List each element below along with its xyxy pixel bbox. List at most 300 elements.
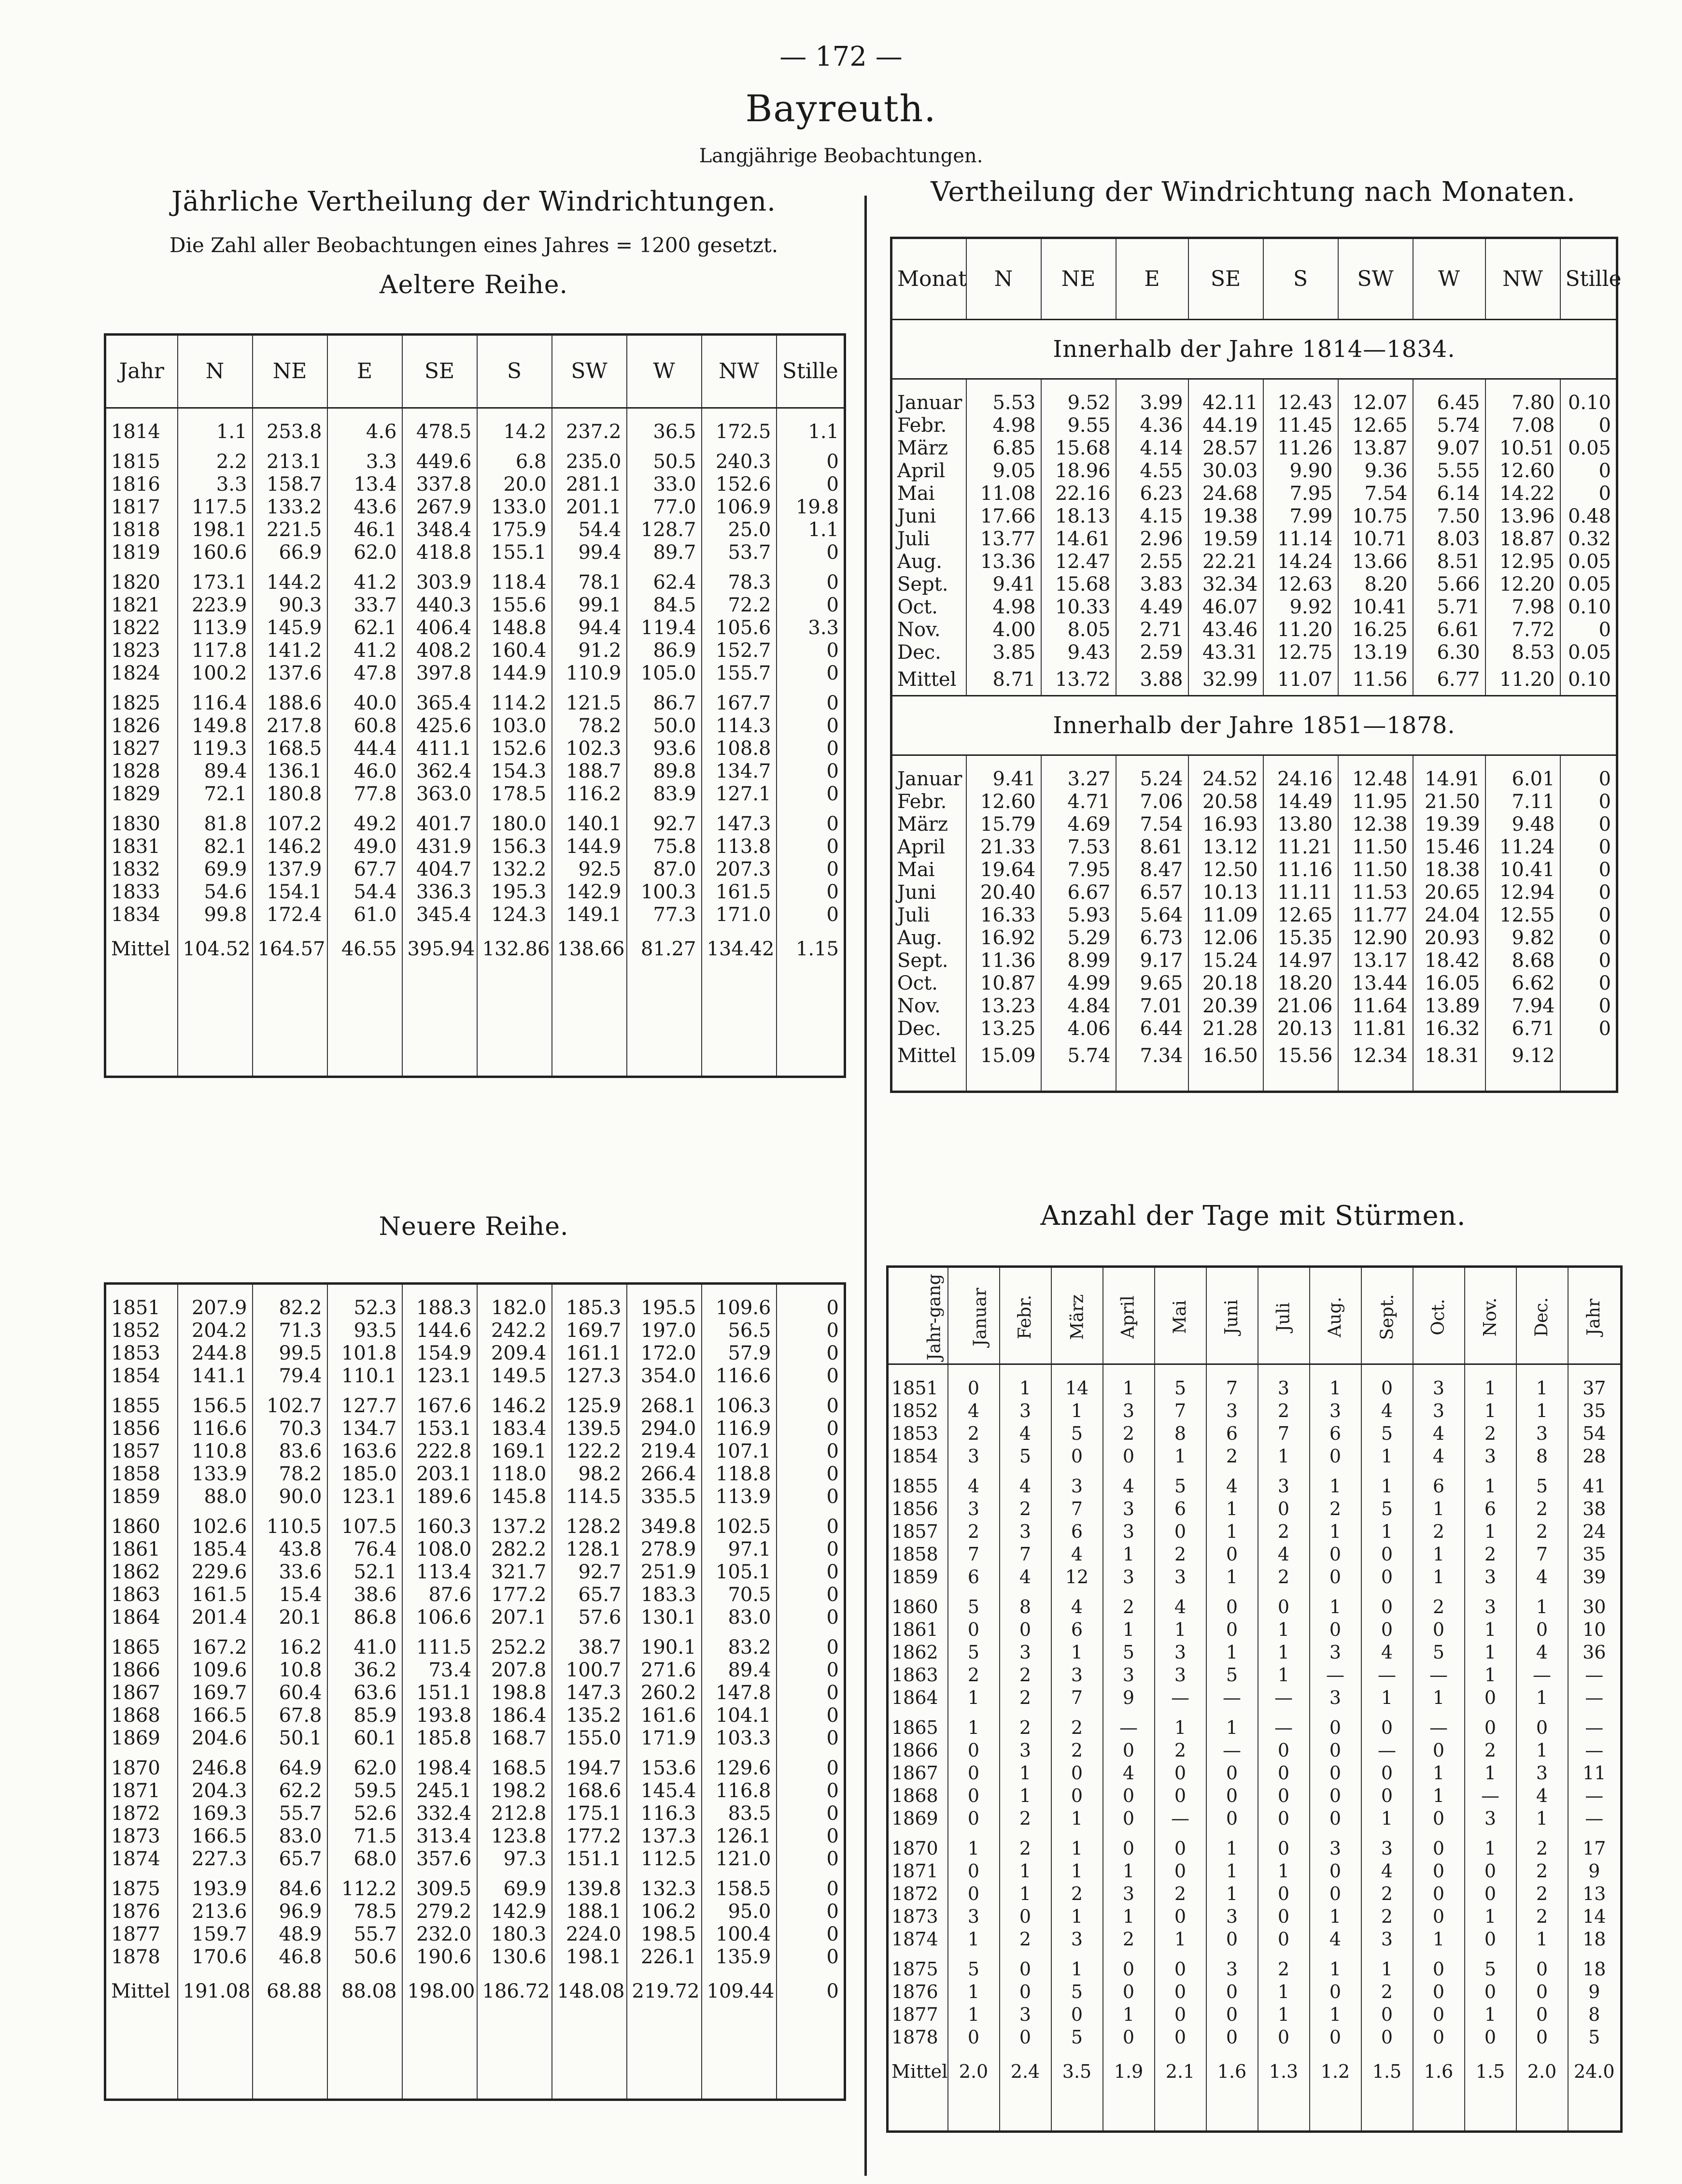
table-cell: 12.50 xyxy=(1188,859,1263,881)
table-row xyxy=(888,1762,1622,1785)
table-cell: 170.6 xyxy=(178,1946,253,1969)
table-cell: 0 xyxy=(1206,1543,1258,1566)
table-cell: 0 xyxy=(1310,1716,1361,1739)
table-cell: 65.7 xyxy=(552,1584,627,1606)
table-cell: 3 xyxy=(1258,1377,1310,1400)
table-cell: 83.6 xyxy=(253,1440,327,1463)
table-cell: 8.61 xyxy=(1116,836,1188,859)
table-cell: 3 xyxy=(1310,1837,1361,1860)
table-row xyxy=(105,760,845,783)
table-cell: 154.9 xyxy=(402,1342,477,1365)
column-header: Juni xyxy=(1221,1299,1242,1335)
table-cell: 127.7 xyxy=(327,1395,402,1418)
table-row xyxy=(105,692,845,715)
table-cell: 0 xyxy=(1465,1716,1516,1739)
table-cell: 0 xyxy=(1310,1785,1361,1807)
table-cell: 0 xyxy=(1103,1958,1155,1981)
table-cell: 1 xyxy=(1206,1837,1258,1860)
table-cell: 75.8 xyxy=(627,836,702,858)
table-cell: 244.8 xyxy=(178,1342,253,1365)
table-cell: 11.95 xyxy=(1338,791,1413,813)
table-cell: 0 xyxy=(1258,2026,1310,2049)
table-cell: 17.66 xyxy=(966,505,1041,528)
table-cell: 395.94 xyxy=(402,934,477,964)
table-cell: 2.59 xyxy=(1116,641,1188,664)
table-cell: 2 xyxy=(1103,1928,1155,1951)
table-cell: 156.3 xyxy=(477,836,552,858)
table-cell: 113.8 xyxy=(702,836,777,858)
table-cell: 128.2 xyxy=(552,1516,627,1538)
column-header: Jahr xyxy=(1584,1298,1604,1336)
table-cell: 15.35 xyxy=(1263,927,1338,950)
table-cell: 85.9 xyxy=(327,1704,402,1727)
table-cell: 16.50 xyxy=(1188,1040,1263,1071)
table-cell: 0.10 xyxy=(1560,596,1617,619)
table-cell: 0 xyxy=(948,1883,1000,1905)
table-cell: 0 xyxy=(1258,1739,1310,1762)
table-cell: 28 xyxy=(1568,1445,1622,1468)
table-cell: 161.1 xyxy=(552,1342,627,1365)
table-cell: 0.05 xyxy=(1560,437,1617,460)
table-cell: 2 xyxy=(1258,1958,1310,1981)
table-cell: 28.57 xyxy=(1188,437,1263,460)
period-label: Innerhalb der Jahre 1814—1834. xyxy=(891,320,1617,379)
table-cell: 0 xyxy=(1516,1618,1568,1641)
table-cell: 3.27 xyxy=(1041,768,1116,791)
table-cell: 89.4 xyxy=(178,760,253,783)
group-spacer xyxy=(888,1588,1622,1596)
table-cell: 0 xyxy=(1310,1981,1361,2003)
table-cell: 1 xyxy=(1051,1837,1103,1860)
table-cell: 4.84 xyxy=(1041,995,1116,1018)
table-cell: 70.3 xyxy=(253,1418,327,1440)
table-cell: 1869 xyxy=(891,1808,938,1829)
table-cell: 0 xyxy=(777,571,845,594)
table-cell: 169.1 xyxy=(477,1440,552,1463)
table-cell: 5.64 xyxy=(1116,904,1188,927)
table-cell: 15.09 xyxy=(966,1040,1041,1071)
table-cell: 0 xyxy=(1206,1762,1258,1785)
table-cell: 6 xyxy=(1051,1520,1103,1543)
table-cell: 0 xyxy=(1258,1928,1310,1951)
table-cell: 3.85 xyxy=(966,641,1041,664)
table-cell: 1 xyxy=(1051,1641,1103,1664)
table-row xyxy=(888,1687,1622,1709)
table-cell: 278.9 xyxy=(627,1538,702,1561)
table-cell: 93.5 xyxy=(327,1319,402,1342)
table-cell: 107.5 xyxy=(327,1516,402,1538)
table-cell: 156.5 xyxy=(178,1395,253,1418)
column-header: April xyxy=(1118,1295,1138,1339)
table-cell: 0 xyxy=(948,2026,1000,2049)
table-cell: 13.66 xyxy=(1338,551,1413,573)
table-cell: 201.4 xyxy=(178,1606,253,1629)
table-cell: 1 xyxy=(1361,1958,1413,1981)
table-cell: 0 xyxy=(777,1659,845,1682)
table-cell: 84.5 xyxy=(627,594,702,617)
table-cell: 0 xyxy=(1155,1860,1206,1883)
table-cell: 4.36 xyxy=(1116,414,1188,437)
table-cell: 87.6 xyxy=(402,1584,477,1606)
table-cell: 9.90 xyxy=(1263,460,1338,482)
table-cell: 11.64 xyxy=(1338,995,1413,1018)
table-cell: 3 xyxy=(1155,1641,1206,1664)
table-cell: 0 xyxy=(1413,1958,1465,1981)
table-cell: 3 xyxy=(1000,1641,1051,1664)
table-cell: 1 xyxy=(1258,1664,1310,1687)
table-cell: 2 xyxy=(1465,1739,1516,1762)
table-cell: 4 xyxy=(1000,1475,1051,1498)
table-row xyxy=(888,1883,1622,1905)
table-cell: 7 xyxy=(948,1543,1000,1566)
table-cell: 0 xyxy=(1560,836,1617,859)
table-cell: 0 xyxy=(1413,1739,1465,1762)
table-cell: Oct. xyxy=(897,972,938,994)
table-cell: 1 xyxy=(1310,1520,1361,1543)
table-cell: 9.05 xyxy=(966,460,1041,482)
table-cell: 1.5 xyxy=(1361,2056,1413,2087)
table-cell: 43.31 xyxy=(1188,641,1263,664)
table-cell: SW xyxy=(552,335,627,408)
table-cell: 4 xyxy=(948,1400,1000,1422)
table-cell: 6 xyxy=(948,1566,1000,1588)
table-cell: 0 xyxy=(1413,1860,1465,1883)
table-cell: 0 xyxy=(1206,1596,1258,1618)
table-cell: 7 xyxy=(1258,1422,1310,1445)
table-cell: 15.46 xyxy=(1413,836,1485,859)
table-cell: 82.1 xyxy=(178,836,253,858)
table-cell: 198.1 xyxy=(552,1946,627,1969)
table-cell: 71.3 xyxy=(253,1319,327,1342)
table-cell: 1 xyxy=(1413,1543,1465,1566)
table-cell: 18.96 xyxy=(1041,460,1116,482)
table-cell: 1872 xyxy=(111,1802,160,1825)
table-cell: 0 xyxy=(777,1878,845,1900)
table-row xyxy=(105,1440,845,1463)
table-cell: 6.73 xyxy=(1116,927,1188,950)
left-note: Die Zahl aller Beobachtungen eines Jahres = 1200 gesetzt. xyxy=(169,233,778,257)
table-cell: 94.4 xyxy=(552,617,627,639)
table-cell: 0 xyxy=(1465,1883,1516,1905)
table-cell: 336.3 xyxy=(402,881,477,904)
table-row xyxy=(888,1618,1622,1641)
table-cell: 12.94 xyxy=(1485,881,1560,904)
table-cell: 1 xyxy=(1516,1687,1568,1709)
table-cell: 130.1 xyxy=(627,1606,702,1629)
table-cell: 109.44 xyxy=(702,1976,777,2007)
table-cell: 5 xyxy=(1413,1641,1465,1664)
table-cell: 3 xyxy=(1000,1739,1051,1762)
table-cell: 294.0 xyxy=(627,1418,702,1440)
table-cell: 90.3 xyxy=(253,594,327,617)
table-cell: 6 xyxy=(1051,1618,1103,1641)
table-cell: 161.6 xyxy=(627,1704,702,1727)
group-spacer xyxy=(105,1508,845,1516)
table-cell: 0 xyxy=(1155,1958,1206,1981)
table-cell: 1 xyxy=(1258,1641,1310,1664)
table-cell: 6.62 xyxy=(1485,972,1560,995)
table-cell: 55.7 xyxy=(327,1923,402,1946)
table-cell: 49.2 xyxy=(327,813,402,836)
table-cell: 109.6 xyxy=(702,1297,777,1319)
table-cell: 0.10 xyxy=(1560,664,1617,696)
table-cell: März xyxy=(897,813,948,836)
table-cell: 2 xyxy=(1000,1716,1051,1739)
table-row xyxy=(105,1659,845,1682)
table-cell: 3 xyxy=(1310,1641,1361,1664)
table-cell: 1 xyxy=(1413,1498,1465,1520)
table-cell: 2.4 xyxy=(1000,2056,1051,2087)
table-cell: 12.06 xyxy=(1188,927,1263,950)
table-cell: 41 xyxy=(1568,1475,1622,1498)
table-cell: 0 xyxy=(1258,1807,1310,1830)
table-cell: 121.5 xyxy=(552,692,627,715)
table-cell: 5.66 xyxy=(1413,573,1485,596)
table-row xyxy=(891,904,1617,927)
table-cell: 0 xyxy=(777,1297,845,1319)
table-cell: 57.9 xyxy=(702,1342,777,1365)
table-cell: 24.0 xyxy=(1568,2056,1622,2087)
table-row xyxy=(891,641,1617,664)
table-cell: 1.6 xyxy=(1206,2056,1258,2087)
table-cell: 0 xyxy=(777,1319,845,1342)
table-cell: 303.9 xyxy=(402,571,477,594)
table-row xyxy=(105,1704,845,1727)
table-cell: 107.1 xyxy=(702,1440,777,1463)
table-cell: 0 xyxy=(777,1606,845,1629)
table-cell: 4 xyxy=(1051,1543,1103,1566)
table-cell: 1853 xyxy=(891,1423,938,1444)
table-cell: 4 xyxy=(1000,1566,1051,1588)
table-cell: 38.7 xyxy=(552,1636,627,1659)
table-cell: 5 xyxy=(1051,1422,1103,1445)
table-cell: 3 xyxy=(1103,1400,1155,1422)
table-cell: 50.5 xyxy=(627,451,702,473)
table-cell: 397.8 xyxy=(402,662,477,685)
table-cell: 1 xyxy=(1103,1860,1155,1883)
table-cell: — xyxy=(1103,1716,1155,1739)
table-cell: 4.55 xyxy=(1116,460,1188,482)
table-cell: 1 xyxy=(1516,1739,1568,1762)
table-cell: 0 xyxy=(1361,2026,1413,2049)
table-cell: 44.19 xyxy=(1188,414,1263,437)
table-cell: 0 xyxy=(1206,1981,1258,2003)
table-cell: 9.07 xyxy=(1413,437,1485,460)
table-cell: 82.2 xyxy=(253,1297,327,1319)
table-cell: 14.97 xyxy=(1263,950,1338,972)
table-cell: 3 xyxy=(948,1905,1000,1928)
table-cell: 1.1 xyxy=(777,519,845,541)
table-cell: 7.98 xyxy=(1485,596,1560,619)
table-cell: 20.13 xyxy=(1263,1018,1338,1040)
table-cell: 335.5 xyxy=(627,1486,702,1508)
table-cell: 128.7 xyxy=(627,519,702,541)
table-cell: 0 xyxy=(1465,1928,1516,1951)
table-cell: 0 xyxy=(777,1538,845,1561)
table-cell: 1.1 xyxy=(777,421,845,443)
table-cell: 1 xyxy=(1258,1981,1310,2003)
table-cell: 1 xyxy=(1310,1905,1361,1928)
group-spacer xyxy=(105,1969,845,1976)
table-cell: Juni xyxy=(897,881,936,904)
table-cell: 78.2 xyxy=(552,715,627,737)
table-cell: 114.3 xyxy=(702,715,777,737)
table-cell: 105.6 xyxy=(702,617,777,639)
table-cell: 1 xyxy=(1465,1400,1516,1422)
table-cell: 63.6 xyxy=(327,1682,402,1704)
table-cell: 0 xyxy=(1310,1445,1361,1468)
table-cell: 229.6 xyxy=(178,1561,253,1584)
table-cell: 0 xyxy=(1560,791,1617,813)
table-cell: 0 xyxy=(1310,1739,1361,1762)
table-cell: 1 xyxy=(1051,1400,1103,1422)
table-cell: 40.0 xyxy=(327,692,402,715)
table-cell: 2 xyxy=(1413,1596,1465,1618)
table-cell: 0 xyxy=(1560,414,1617,437)
table-cell: 3 xyxy=(1206,1905,1258,1928)
new-series-table xyxy=(104,1282,846,2101)
table-cell: 1859 xyxy=(111,1486,160,1508)
table-cell: 12.47 xyxy=(1041,551,1116,573)
table-cell: 123.8 xyxy=(477,1825,552,1848)
table-row xyxy=(891,972,1617,995)
table-cell: 8.51 xyxy=(1413,551,1485,573)
table-cell: 5 xyxy=(1568,2026,1622,2049)
table-cell: 0 xyxy=(1560,768,1617,791)
table-cell: 148.08 xyxy=(552,1976,627,2007)
table-cell: 1 xyxy=(1465,1905,1516,1928)
table-cell: 3 xyxy=(1155,1664,1206,1687)
table-cell: 186.4 xyxy=(477,1704,552,1727)
table-cell: 0 xyxy=(777,1682,845,1704)
table-cell: 9.82 xyxy=(1485,927,1560,950)
table-cell: 1 xyxy=(1258,1860,1310,1883)
table-cell: 86.7 xyxy=(627,692,702,715)
table-cell: 0 xyxy=(948,1377,1000,1400)
table-cell: 1877 xyxy=(111,1923,160,1945)
table-cell: 118.8 xyxy=(702,1463,777,1486)
table-cell: 7.08 xyxy=(1485,414,1560,437)
table-cell: 207.3 xyxy=(702,858,777,881)
table-row xyxy=(105,519,845,541)
table-cell: 169.7 xyxy=(552,1319,627,1342)
table-cell: 12.34 xyxy=(1338,1040,1413,1071)
table-cell: 16.33 xyxy=(966,904,1041,927)
table-cell: 123.1 xyxy=(327,1486,402,1508)
table-cell: 8.68 xyxy=(1485,950,1560,972)
table-cell: 129.6 xyxy=(702,1757,777,1780)
table-cell: 1 xyxy=(1516,1928,1568,1951)
table-cell: 0 xyxy=(1560,1018,1617,1040)
table-cell: 171.0 xyxy=(702,904,777,926)
table-row xyxy=(105,1395,845,1418)
table-cell: 3 xyxy=(1516,1422,1568,1445)
table-cell: 0 xyxy=(1310,1762,1361,1785)
table-cell: Jahr xyxy=(105,335,178,408)
table-cell: 11.08 xyxy=(966,482,1041,505)
table-cell: 0 xyxy=(1361,1716,1413,1739)
group-spacer xyxy=(105,926,845,934)
table-cell: 38 xyxy=(1568,1498,1622,1520)
table-cell: 111.5 xyxy=(402,1636,477,1659)
table-cell: 20.40 xyxy=(966,881,1041,904)
table-cell: 1855 xyxy=(891,1475,938,1497)
table-cell: 1864 xyxy=(891,1687,938,1708)
table-cell: 106.6 xyxy=(402,1606,477,1629)
table-cell: 0 xyxy=(777,1825,845,1848)
table-row xyxy=(888,1566,1622,1588)
table-cell: 20.93 xyxy=(1413,927,1485,950)
table-cell: 144.6 xyxy=(402,1319,477,1342)
table-cell: — xyxy=(1413,1716,1465,1739)
table-cell: 2 xyxy=(1465,1543,1516,1566)
table-cell: 0 xyxy=(777,1418,845,1440)
table-cell: 0 xyxy=(1560,881,1617,904)
table-row xyxy=(891,460,1617,482)
table-cell: 78.2 xyxy=(253,1463,327,1486)
table-cell: 5 xyxy=(1361,1498,1413,1520)
table-cell: 1 xyxy=(1361,1687,1413,1709)
table-cell: 112.5 xyxy=(627,1848,702,1871)
table-cell: 20.39 xyxy=(1188,995,1263,1018)
table-cell: 0 xyxy=(1206,2026,1258,2049)
table-cell: 0 xyxy=(777,451,845,473)
table-cell: 0 xyxy=(777,541,845,564)
table-cell: 5.55 xyxy=(1413,460,1485,482)
table-cell: 2.96 xyxy=(1116,528,1188,551)
table-cell: 13.96 xyxy=(1485,505,1560,528)
table-cell: 0 xyxy=(1560,859,1617,881)
table-cell: 19.59 xyxy=(1188,528,1263,551)
table-cell: 0 xyxy=(1361,1377,1413,1400)
table-cell: 4 xyxy=(1413,1422,1465,1445)
table-cell: 1 xyxy=(1361,1807,1413,1830)
table-cell: 6.61 xyxy=(1413,619,1485,641)
table-cell: — xyxy=(1310,1664,1361,1687)
table-cell: 65.7 xyxy=(253,1848,327,1871)
table-cell: 18.31 xyxy=(1413,1040,1485,1071)
table-row xyxy=(888,1596,1622,1618)
table-cell: 7.72 xyxy=(1485,619,1560,641)
table-cell: 0 xyxy=(777,760,845,783)
table-cell: 11.50 xyxy=(1338,859,1413,881)
table-cell: 90.0 xyxy=(253,1486,327,1508)
table-cell: 1 xyxy=(1000,1785,1051,1807)
table-cell: 0 xyxy=(1258,1905,1310,1928)
table-row xyxy=(105,617,845,639)
table-cell: 4.06 xyxy=(1041,1018,1116,1040)
table-cell: 1 xyxy=(1155,1716,1206,1739)
table-cell: 141.1 xyxy=(178,1365,253,1388)
table-cell: 21.50 xyxy=(1413,791,1485,813)
table-cell: 69.9 xyxy=(178,858,253,881)
table-cell: 189.6 xyxy=(402,1486,477,1508)
table-cell: 69.9 xyxy=(477,1878,552,1900)
table-cell: 43.8 xyxy=(253,1538,327,1561)
table-cell: 11.24 xyxy=(1485,836,1560,859)
table-cell: 2.55 xyxy=(1116,551,1188,573)
table-cell: 9 xyxy=(1568,1981,1622,2003)
table-cell: 83.9 xyxy=(627,783,702,806)
table-cell: 0 xyxy=(1560,619,1617,641)
table-cell: 180.8 xyxy=(253,783,327,806)
table-cell: 363.0 xyxy=(402,783,477,806)
table-cell: 2 xyxy=(1206,1445,1258,1468)
table-cell: 0.10 xyxy=(1560,392,1617,414)
left-section-heading: Jährliche Vertheilung der Windrichtungen. xyxy=(171,186,776,217)
table-cell: NE xyxy=(253,335,327,408)
table-cell: 2 xyxy=(1000,1498,1051,1520)
